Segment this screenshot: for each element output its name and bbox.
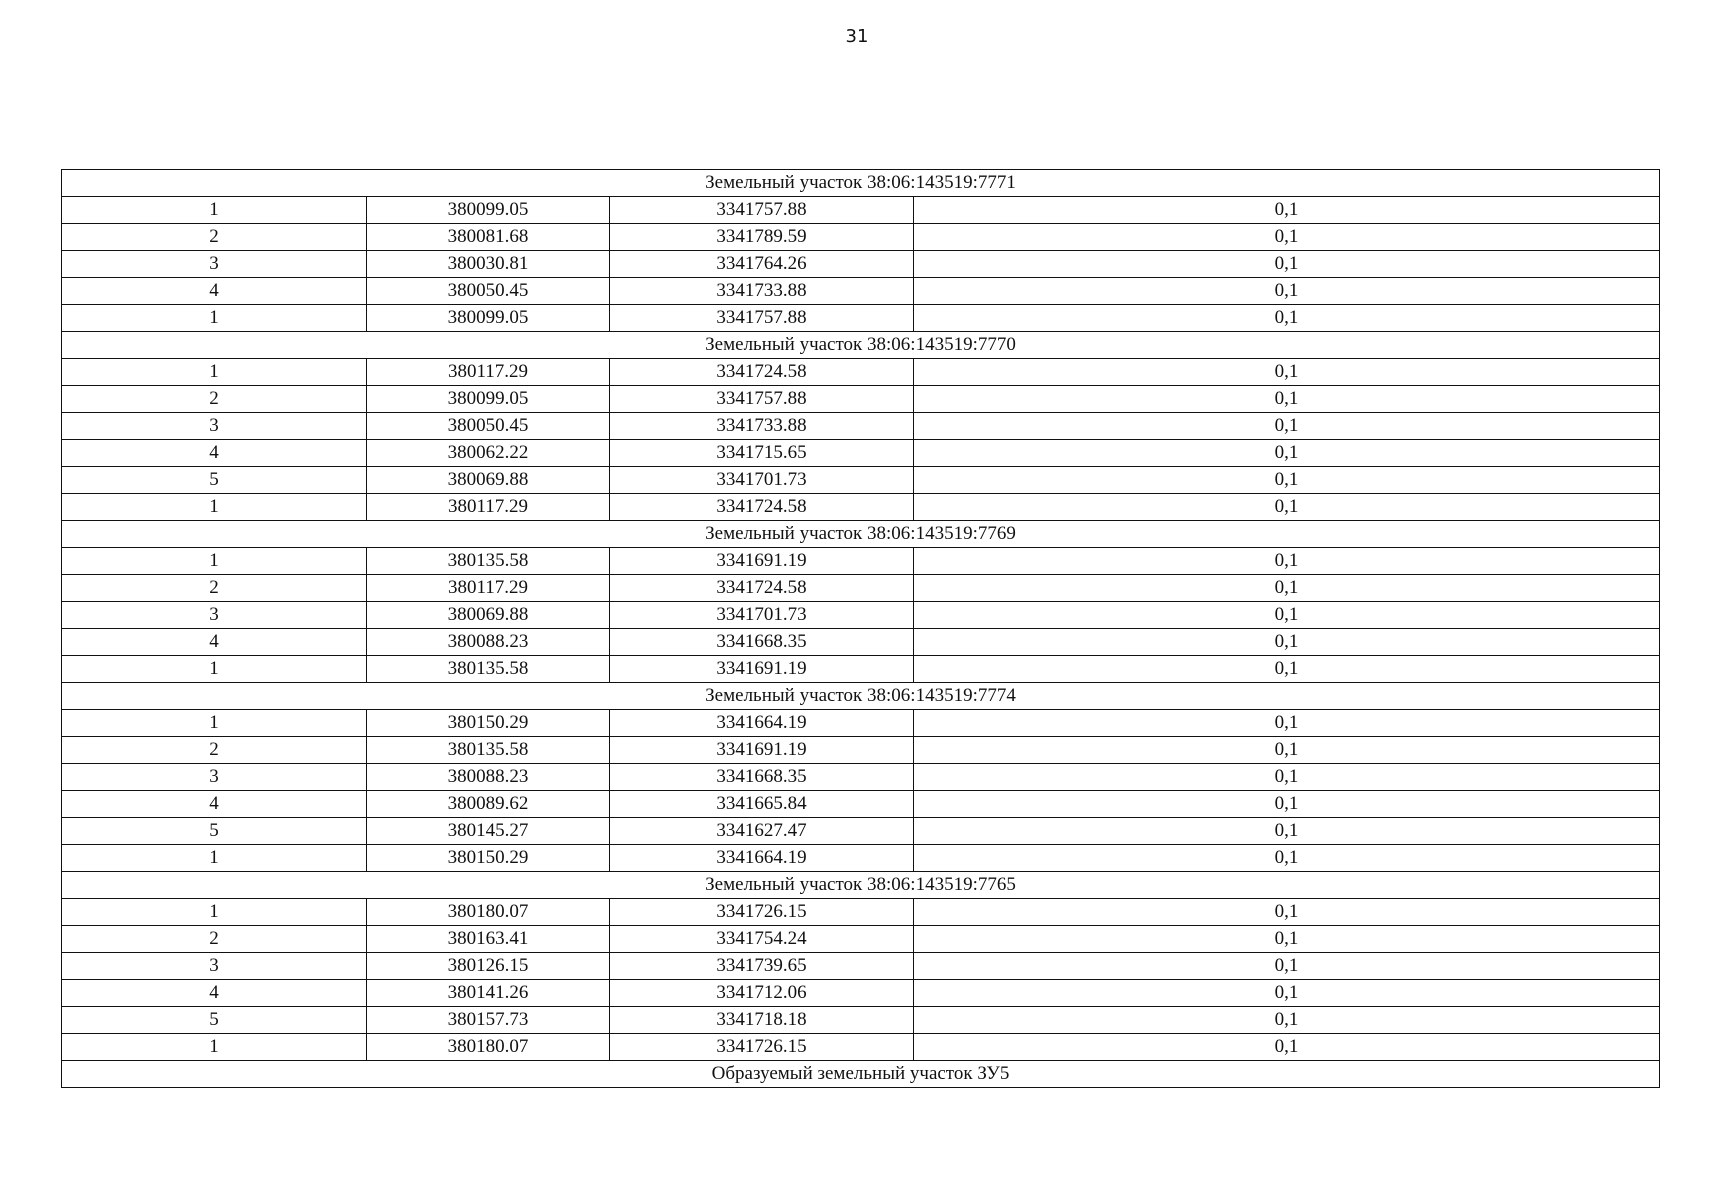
- accuracy-cell: 0,1: [914, 926, 1660, 953]
- accuracy-cell: 0,1: [914, 737, 1660, 764]
- y-coordinate-cell: 3341627.47: [610, 818, 914, 845]
- point-number-cell: 1: [62, 305, 367, 332]
- coordinates-table: [61, 169, 1660, 1088]
- accuracy-cell: 0,1: [914, 980, 1660, 1007]
- accuracy-cell: 0,1: [914, 494, 1660, 521]
- section-title: Земельный участок 38:06:143519:7771: [62, 170, 1660, 197]
- table-row: [62, 224, 1660, 251]
- x-coordinate-cell: 380088.23: [367, 629, 610, 656]
- y-coordinate-cell: 3341701.73: [610, 602, 914, 629]
- accuracy-cell: 0,1: [914, 845, 1660, 872]
- accuracy-cell: 0,1: [914, 197, 1660, 224]
- section-title: Земельный участок 38:06:143519:7769: [62, 521, 1660, 548]
- table-row: [62, 926, 1660, 953]
- accuracy-cell: 0,1: [914, 224, 1660, 251]
- point-number-cell: 5: [62, 818, 367, 845]
- x-coordinate-cell: 380099.05: [367, 305, 610, 332]
- x-coordinate-cell: 380150.29: [367, 710, 610, 737]
- table-row: [62, 710, 1660, 737]
- x-coordinate-cell: 380117.29: [367, 575, 610, 602]
- table-row: [62, 386, 1660, 413]
- point-number-cell: 4: [62, 278, 367, 305]
- accuracy-cell: 0,1: [914, 386, 1660, 413]
- y-coordinate-cell: 3341715.65: [610, 440, 914, 467]
- accuracy-cell: 0,1: [914, 1007, 1660, 1034]
- y-coordinate-cell: 3341665.84: [610, 791, 914, 818]
- x-coordinate-cell: 380099.05: [367, 386, 610, 413]
- point-number-cell: 3: [62, 602, 367, 629]
- point-number-cell: 1: [62, 1034, 367, 1061]
- accuracy-cell: 0,1: [914, 575, 1660, 602]
- y-coordinate-cell: 3341754.24: [610, 926, 914, 953]
- table-row: [62, 980, 1660, 1007]
- point-number-cell: 5: [62, 467, 367, 494]
- accuracy-cell: 0,1: [914, 953, 1660, 980]
- x-coordinate-cell: 380135.58: [367, 548, 610, 575]
- table-row: [62, 899, 1660, 926]
- table-row: [62, 440, 1660, 467]
- point-number-cell: 1: [62, 710, 367, 737]
- x-coordinate-cell: 380069.88: [367, 467, 610, 494]
- y-coordinate-cell: 3341718.18: [610, 1007, 914, 1034]
- point-number-cell: 2: [62, 224, 367, 251]
- x-coordinate-cell: 380163.41: [367, 926, 610, 953]
- x-coordinate-cell: 380157.73: [367, 1007, 610, 1034]
- y-coordinate-cell: 3341739.65: [610, 953, 914, 980]
- x-coordinate-cell: 380088.23: [367, 764, 610, 791]
- y-coordinate-cell: 3341664.19: [610, 710, 914, 737]
- accuracy-cell: 0,1: [914, 629, 1660, 656]
- point-number-cell: 2: [62, 386, 367, 413]
- point-number-cell: 1: [62, 494, 367, 521]
- accuracy-cell: 0,1: [914, 278, 1660, 305]
- point-number-cell: 4: [62, 980, 367, 1007]
- x-coordinate-cell: 380135.58: [367, 656, 610, 683]
- x-coordinate-cell: 380135.58: [367, 737, 610, 764]
- table-row: [62, 359, 1660, 386]
- accuracy-cell: 0,1: [914, 1034, 1660, 1061]
- table-row: [62, 413, 1660, 440]
- table-row: [62, 494, 1660, 521]
- point-number-cell: 1: [62, 899, 367, 926]
- table-row: [62, 467, 1660, 494]
- accuracy-cell: 0,1: [914, 602, 1660, 629]
- x-coordinate-cell: 380180.07: [367, 899, 610, 926]
- accuracy-cell: 0,1: [914, 899, 1660, 926]
- table-row: [62, 764, 1660, 791]
- accuracy-cell: 0,1: [914, 467, 1660, 494]
- x-coordinate-cell: 380089.62: [367, 791, 610, 818]
- x-coordinate-cell: 380062.22: [367, 440, 610, 467]
- coordinates-table-body: [62, 170, 1660, 1088]
- point-number-cell: 2: [62, 575, 367, 602]
- accuracy-cell: 0,1: [914, 359, 1660, 386]
- table-row: [62, 251, 1660, 278]
- point-number-cell: 1: [62, 548, 367, 575]
- point-number-cell: 1: [62, 359, 367, 386]
- point-number-cell: 1: [62, 845, 367, 872]
- y-coordinate-cell: 3341726.15: [610, 899, 914, 926]
- section-header-row: [62, 683, 1660, 710]
- point-number-cell: 1: [62, 656, 367, 683]
- y-coordinate-cell: 3341726.15: [610, 1034, 914, 1061]
- x-coordinate-cell: 380126.15: [367, 953, 610, 980]
- accuracy-cell: 0,1: [914, 440, 1660, 467]
- accuracy-cell: 0,1: [914, 764, 1660, 791]
- x-coordinate-cell: 380030.81: [367, 251, 610, 278]
- table-row: [62, 1034, 1660, 1061]
- y-coordinate-cell: 3341789.59: [610, 224, 914, 251]
- table-row: [62, 845, 1660, 872]
- x-coordinate-cell: 380099.05: [367, 197, 610, 224]
- x-coordinate-cell: 380050.45: [367, 278, 610, 305]
- point-number-cell: 2: [62, 926, 367, 953]
- table-row: [62, 629, 1660, 656]
- table-row: [62, 548, 1660, 575]
- table-row: [62, 656, 1660, 683]
- y-coordinate-cell: 3341733.88: [610, 413, 914, 440]
- x-coordinate-cell: 380150.29: [367, 845, 610, 872]
- table-row: [62, 305, 1660, 332]
- y-coordinate-cell: 3341724.58: [610, 494, 914, 521]
- point-number-cell: 3: [62, 251, 367, 278]
- accuracy-cell: 0,1: [914, 791, 1660, 818]
- x-coordinate-cell: 380117.29: [367, 359, 610, 386]
- point-number-cell: 3: [62, 413, 367, 440]
- x-coordinate-cell: 380141.26: [367, 980, 610, 1007]
- table-row: [62, 818, 1660, 845]
- table-row: [62, 1007, 1660, 1034]
- point-number-cell: 4: [62, 791, 367, 818]
- x-coordinate-cell: 380117.29: [367, 494, 610, 521]
- point-number-cell: 1: [62, 197, 367, 224]
- y-coordinate-cell: 3341733.88: [610, 278, 914, 305]
- point-number-cell: 3: [62, 953, 367, 980]
- y-coordinate-cell: 3341724.58: [610, 359, 914, 386]
- y-coordinate-cell: 3341691.19: [610, 548, 914, 575]
- y-coordinate-cell: 3341757.88: [610, 305, 914, 332]
- accuracy-cell: 0,1: [914, 818, 1660, 845]
- y-coordinate-cell: 3341701.73: [610, 467, 914, 494]
- point-number-cell: 4: [62, 440, 367, 467]
- table-row: [62, 791, 1660, 818]
- table-row: [62, 278, 1660, 305]
- x-coordinate-cell: 380050.45: [367, 413, 610, 440]
- accuracy-cell: 0,1: [914, 656, 1660, 683]
- section-header-row: [62, 332, 1660, 359]
- table-row: [62, 575, 1660, 602]
- accuracy-cell: 0,1: [914, 305, 1660, 332]
- table-row: [62, 602, 1660, 629]
- y-coordinate-cell: 3341712.06: [610, 980, 914, 1007]
- y-coordinate-cell: 3341668.35: [610, 764, 914, 791]
- y-coordinate-cell: 3341691.19: [610, 737, 914, 764]
- section-title: Образуемый земельный участок ЗУ5: [62, 1061, 1660, 1088]
- y-coordinate-cell: 3341757.88: [610, 197, 914, 224]
- x-coordinate-cell: 380081.68: [367, 224, 610, 251]
- section-title: Земельный участок 38:06:143519:7770: [62, 332, 1660, 359]
- y-coordinate-cell: 3341691.19: [610, 656, 914, 683]
- accuracy-cell: 0,1: [914, 548, 1660, 575]
- page-number: 31: [845, 26, 869, 47]
- y-coordinate-cell: 3341764.26: [610, 251, 914, 278]
- y-coordinate-cell: 3341668.35: [610, 629, 914, 656]
- accuracy-cell: 0,1: [914, 710, 1660, 737]
- y-coordinate-cell: 3341724.58: [610, 575, 914, 602]
- accuracy-cell: 0,1: [914, 413, 1660, 440]
- table-row: [62, 737, 1660, 764]
- point-number-cell: 4: [62, 629, 367, 656]
- section-header-row: [62, 170, 1660, 197]
- point-number-cell: 3: [62, 764, 367, 791]
- point-number-cell: 5: [62, 1007, 367, 1034]
- accuracy-cell: 0,1: [914, 251, 1660, 278]
- section-header-row: [62, 521, 1660, 548]
- table-row: [62, 953, 1660, 980]
- section-title: Земельный участок 38:06:143519:7774: [62, 683, 1660, 710]
- y-coordinate-cell: 3341664.19: [610, 845, 914, 872]
- x-coordinate-cell: 380069.88: [367, 602, 610, 629]
- x-coordinate-cell: 380145.27: [367, 818, 610, 845]
- y-coordinate-cell: 3341757.88: [610, 386, 914, 413]
- section-header-row: [62, 872, 1660, 899]
- point-number-cell: 2: [62, 737, 367, 764]
- table-row: [62, 197, 1660, 224]
- section-title: Земельный участок 38:06:143519:7765: [62, 872, 1660, 899]
- x-coordinate-cell: 380180.07: [367, 1034, 610, 1061]
- section-header-row: [62, 1061, 1660, 1088]
